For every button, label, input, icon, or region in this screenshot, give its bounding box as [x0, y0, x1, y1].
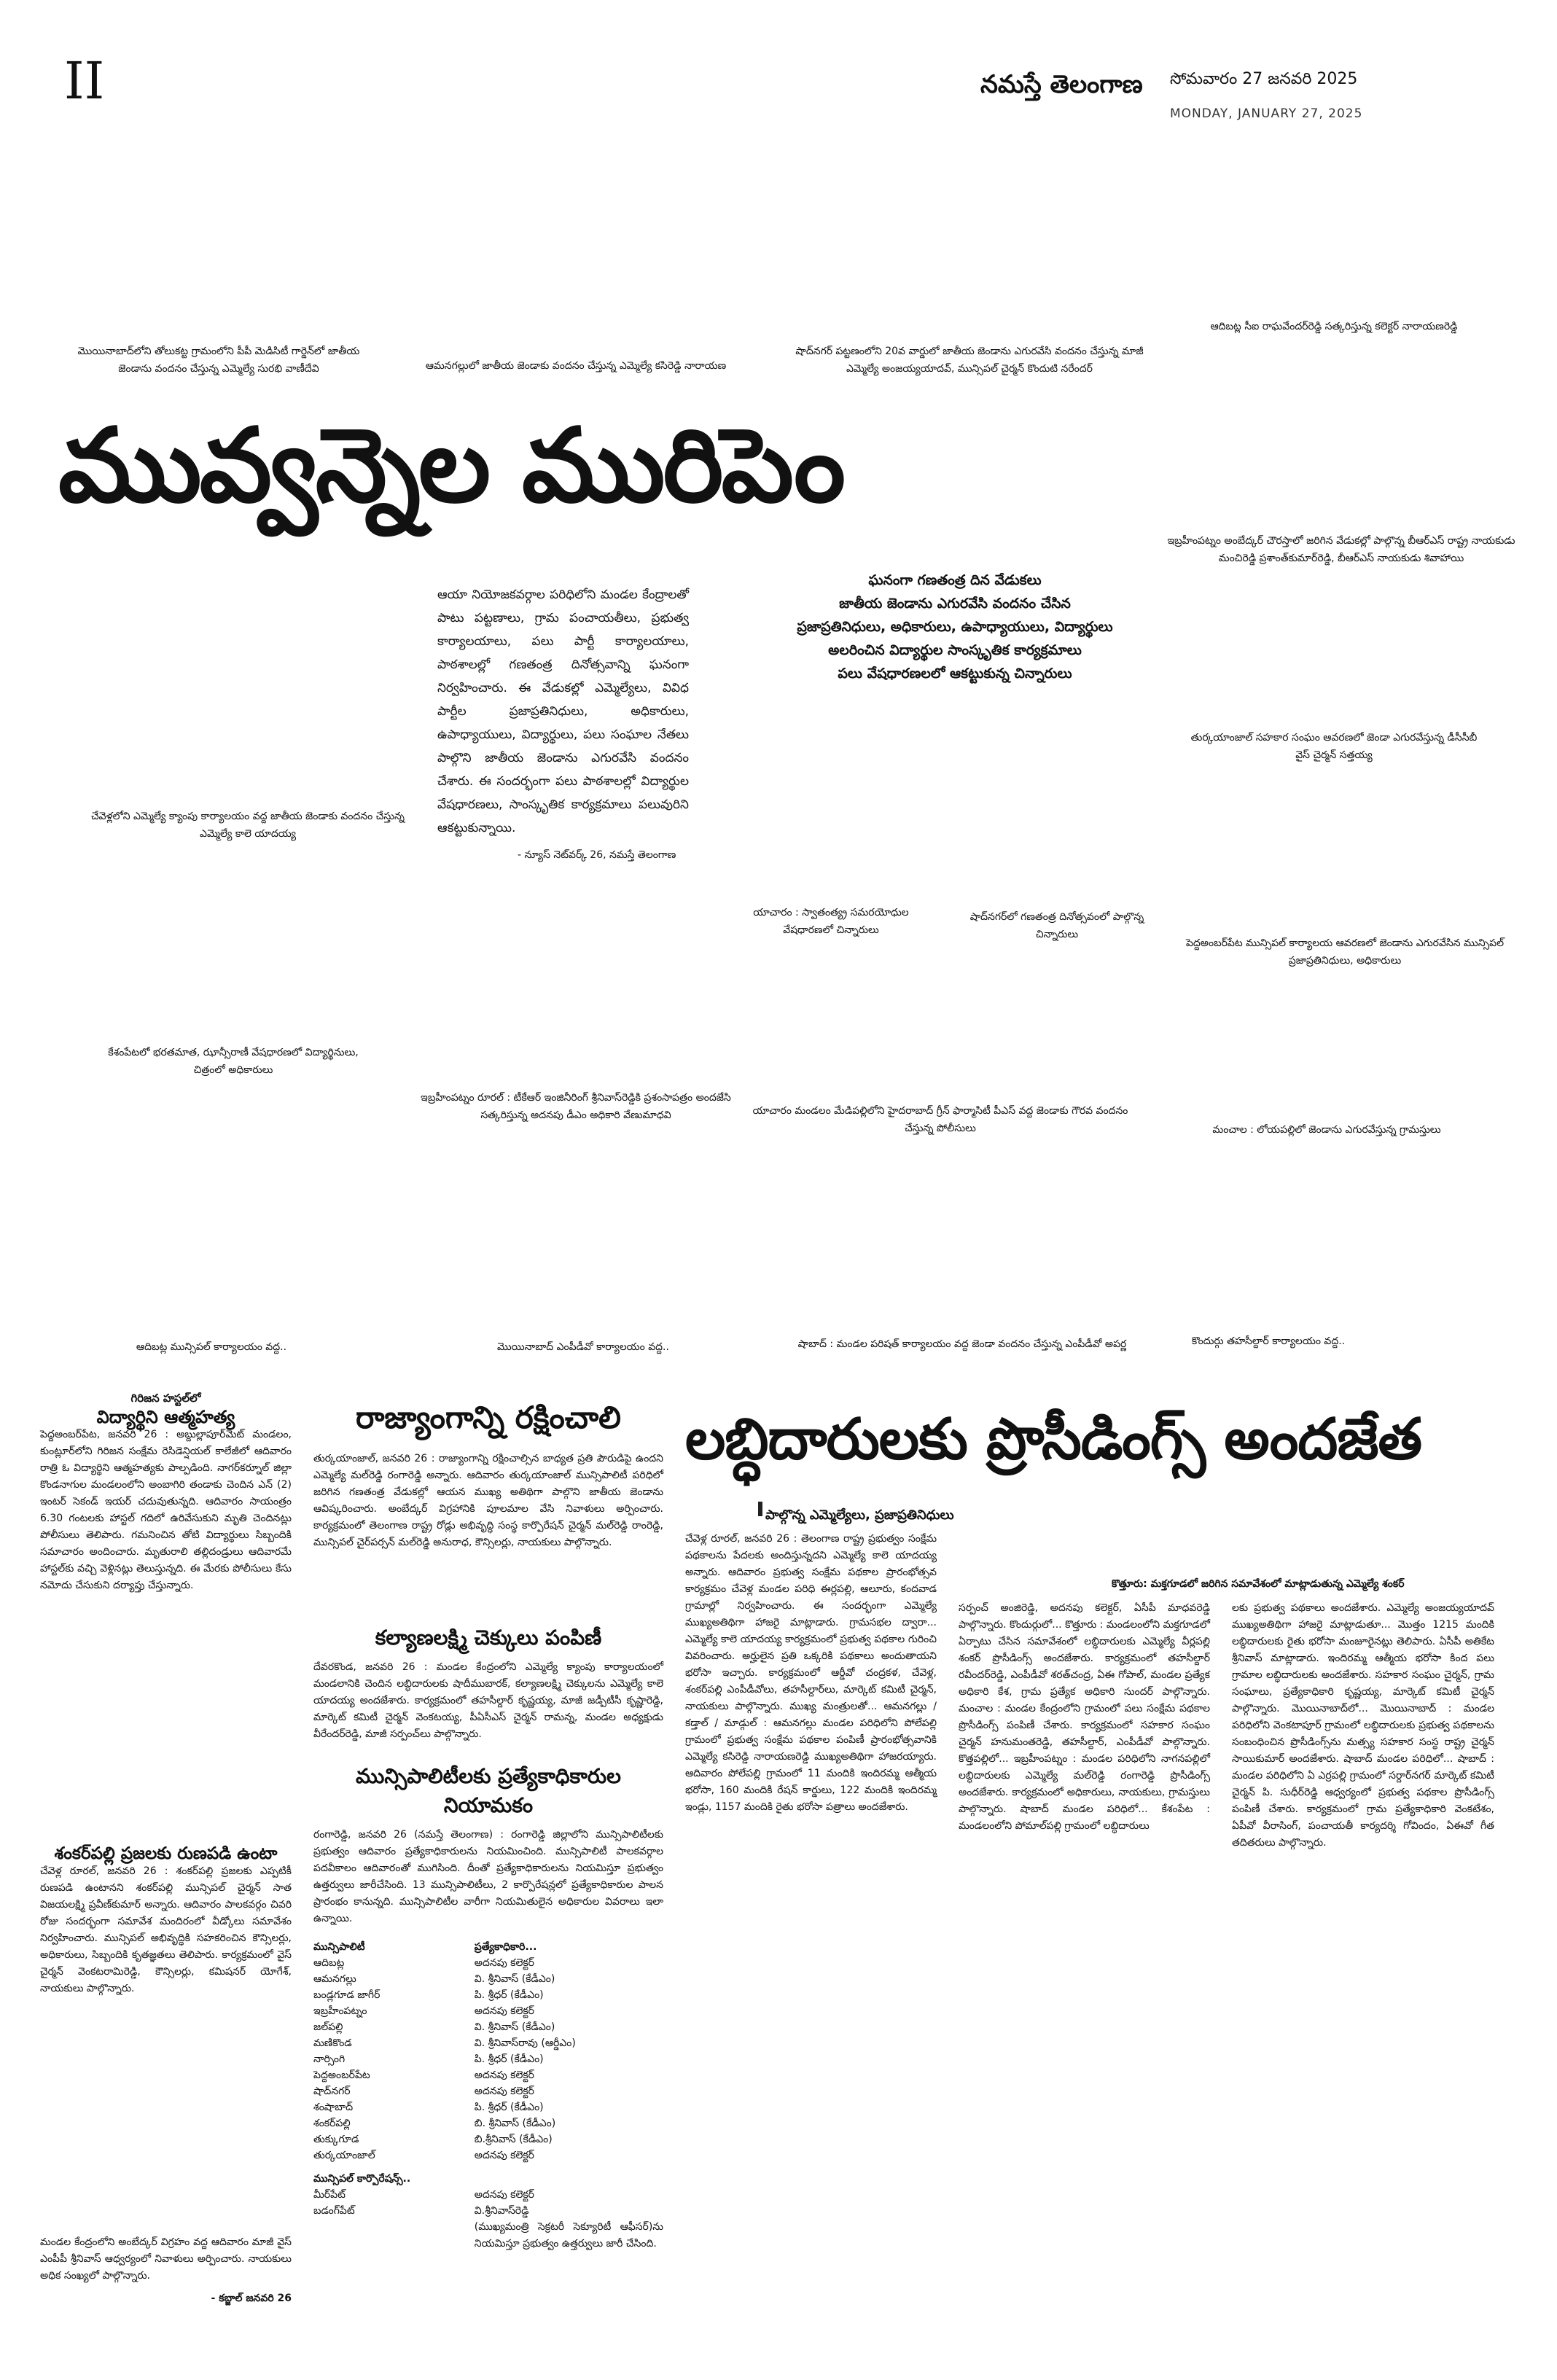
byline-marker: [758, 1502, 762, 1516]
list-row: [313, 1971, 663, 1987]
list-header: మున్సిపల్ కార్పొరేషన్స్..: [313, 2173, 411, 2185]
officer: అదనపు కలెక్టర్: [474, 2005, 534, 2017]
deck-line: ఘనంగా గణతంత్ర దిన వేడుకలు: [868, 572, 1042, 588]
list-header: ప్రత్యేకాధికారి...: [474, 1941, 537, 1953]
municipality: షాద్‌నగర్: [313, 2086, 351, 2097]
municipality: ఇబ్రహీంపట్నం: [313, 2005, 367, 2017]
municipality: బడంగ్‌పేట్: [313, 2205, 355, 2217]
story-body: మండల కేంద్రంలోని అంబేద్కర్ విగ్రహం వద్ద ఆదివారం మాజీ వైస్ ఎంపీపీ శ్రీనివాస్ ఆధ్వర్యంలో నివాళులు అర్పించారు. నాయకులు అధిక సంఖ్యలో పాల్గొన్నారు.: [40, 2236, 292, 2282]
story-headline: విద్యార్థిని ఆత్మహత్య: [96, 1407, 235, 1427]
page-number: II: [64, 51, 105, 111]
list-header: మున్సిపాలిటీ: [313, 1941, 365, 1953]
story-headline: కల్యాణలక్ష్మి చెక్కులు పంపిణీ: [375, 1626, 602, 1650]
story-kicker: గిరిజన హస్టల్‌లో: [130, 1392, 201, 1405]
municipality: తుక్కుగూడ: [313, 2134, 359, 2145]
story-body: చేవెళ్ల రూరల్, జనవరి 26 : శంకర్‌పల్లి ప్రజలకు ఎప్పటికీ రుణపడి ఉంటానని శంకర్‌పల్లి మున్సిపల్ చైర్మన్ సాత విజయలక్ష్మి ప్రవీణ్‌కుమార్ అన్నారు. ఆదివారం పాలకవర్గం చివరి రోజు సందర్భంగా సమావేశ మందిరంలో వీడ్కోలు సమావేశం నిర్వహించారు. మున్సిపల్ అభివృద్ధికి సహకరించిన కౌన్సిలర్లు, అధికారులు, సిబ్బందికి కృతజ్ఞతలు తెలిపారు. కార్యక్రమంలో వైస్ చైర్మన్ వెంకటరామిరెడ్డి, కౌన్సిలర్లు, కమిషనర్ యోగేశ్, నాయకులు పాల్గొన్నారు.: [40, 1865, 292, 1994]
story-body: రంగారెడ్డి, జనవరి 26 (నమస్తే తెలంగాణ) : రంగారెడ్డి జిల్లాలోని మున్సిపాలిటీలకు ప్రభుత్వం ఆదివారం ప్రత్యేకాధికారులను నియమించింది. మున్సిపాలిటీ పాలకవర్గాల పదవీకాలం ఆదివారంతో ముగిసింది. దీంతో ప్రత్యేకాధికారులను నియమిస్తూ ప్రభుత్వం ఉత్తర్వులు జారీచేసింది. 13 మున్సిపాలిటీలు, 2 కార్పొరేషన్లలో ప్రత్యేకాధికారుల పాలన ప్రారంభం కానున్నది. మున్సిపాలిటీల వారీగా నియమితులైన అధికారుల వివరాలు ఇలా ఉన్నాయి.: [313, 1829, 663, 1924]
photo-caption: కొందుర్గు తహసీల్దార్ కార్యాలయం వద్ద..: [1191, 1335, 1346, 1347]
officer: వి. శ్రీనివాస్ (కేడీఎం): [474, 2021, 555, 2033]
officer: అదనపు కలెక్టర్: [474, 2189, 534, 2201]
story-headline: శంకర్‌పల్లి ప్రజలకు రుణపడి ఉంటా: [54, 1844, 278, 1863]
story-kalyana-lakshmi: [313, 1626, 663, 1743]
list-row: [313, 2083, 663, 2099]
story-body: పెద్దఅంబర్‌పేట, జనవరి 26 : అబ్దుల్లాపూర్‌మెట్ మండలం, కుంట్లూర్‌లోని గిరిజన సంక్షేమ రెసిడెన్షియల్ కాలేజీలో ఆదివారం రాత్రి ఓ విద్యార్థిని ఆత్మహత్యకు పాల్పడింది. నాగర్‌కర్నూల్ జిల్లా కొండనాగుల మండలంలోని అంబాగిరి తండాకు చెందిన ఎన్ (2) ఇంటర్ సెకండ్ ఇయర్ చదువుతున్నది. ఆదివారం సాయంత్రం 6.30 గంటలకు హాస్టల్ గదిలో ఉరివేసుకుని మృతి చెందినట్లు పోలీసులు తెలిపారు. గమనించిన తోటి విద్యార్థులు సిబ్బందికి సమాచారం అందించారు. మృతురాలి తల్లిదండ్రులు ఆదివారమే హాస్టల్‌కు వచ్చి వెళ్లినట్లు తెలుస్తున్నది. ఈ మేరకు పోలీసులు కేసు నమోదు చేసుకుని దర్యాప్తు చేస్తున్నారు.: [40, 1429, 292, 1591]
officer: అదనపు కలెక్టర్: [474, 2086, 534, 2097]
story-body: తుర్కయాంజాల్, జనవరి 26 : రాజ్యాంగాన్ని రక్షించాల్సిన బాధ్యత ప్రతి పౌరుడిపై ఉందని ఎమ్మెల్యే మల్‌రెడ్డి రంగారెడ్డి అన్నారు. ఆదివారం తుర్కయాంజాల్ మున్సిపాలిటీ పరిధిలో జరిగిన గణతంత్ర వేడుకల్లో ఆయన ముఖ్య అతిథిగా పాల్గొని జాతీయ జెండాను ఆవిష్కరించారు. అంబేద్కర్ విగ్రహానికి పూలమాల వేసి నివాళులు అర్పించారు. కార్యక్రమంలో తెలంగాణ రాష్ట్ర రోడ్లు అభివృద్ధి సంస్థ కార్పొరేషన్ చైర్మన్ మల్‌రెడ్డి రాంరెడ్డి, మున్సిపల్ చైర్‌పర్సన్ మల్‌రెడ్డి అనురాధ, కౌన్సిలర్లు, నాయకులు పాల్గొన్నారు.: [313, 1453, 663, 1548]
officer: పి. శ్రీధర్ (కేడీఎం): [474, 2053, 544, 2065]
officer: అదనపు కలెక్టర్: [474, 1957, 534, 1969]
photo-caption: షాద్‌నగర్‌లో గణతంత్ర దినోత్సవంలో పాల్గొన్న చిన్నారులు: [969, 911, 1144, 940]
deck-line: జాతీయ జెండాను ఎగురవేసి వందనం చేసిన: [839, 596, 1071, 612]
list-note: (ముఖ్యమంత్రి సెక్రటరీ సెక్యూరిటీ ఆఫీసర్)ను నియమిస్తూ ప్రభుత్వం ఉత్తర్వులు జారీ చేసింది.: [474, 2221, 663, 2250]
list-row: [313, 2131, 663, 2147]
municipality: తుర్కయాంజాల్: [313, 2150, 375, 2161]
story-byline: పాల్గొన్న ఎమ్మెల్యేలు, ప్రజాప్రతినిధులు: [765, 1507, 954, 1523]
photo-caption: యాచారం మండలం మేడిపల్లిలోని హైదరాబాద్ గ్రీన్ ఫార్మాసిటీ పీఎస్ వద్ద జెండాకు గౌరవ వందనం చేస్తున్న పోలీసులు: [752, 1105, 1128, 1134]
list-row: [313, 2067, 663, 2083]
list-row: [313, 2187, 663, 2203]
list-row: [313, 1987, 663, 2003]
officer: వి. శ్రీనివాస్ (కేడీఎం): [474, 1973, 555, 1985]
story-headline-proceedings: లబ్ధిదారులకు ప్రొసీడింగ్స్ అందజేత: [685, 1407, 1422, 1472]
photo-caption: ఆమనగల్లులో జాతీయ జెండాకు వందనం చేస్తున్న ఎమ్మెల్యే కసిరెడ్డి నారాయణ: [425, 360, 727, 372]
photo-caption: మొయినాబాద్ ఎంపీడీవో కార్యాలయం వద్ద..: [497, 1341, 669, 1353]
officer-list: [313, 1939, 663, 2219]
photo-caption: షాద్‌నగర్ పట్టణంలోని 20వ వార్డులో జాతీయ జెండాను ఎగురవేసి వందనం చేస్తున్న మాజీ ఎమ్మెల్యే అంజయ్యయాదవ్, మున్సిపల్ చైర్మన్ కొందుటి నరేందర్: [795, 346, 1144, 375]
officer: అదనపు కలెక్టర్: [474, 2069, 534, 2081]
municipality: మణికొండ: [313, 2037, 352, 2049]
story-signature: - కబ్జాల్ జనవరి 26: [211, 2293, 292, 2304]
municipality: మీర్‌పేట్: [313, 2189, 346, 2201]
photo-caption: యాచారం : స్వాతంత్య్ర సమరయోధుల వేషధారణలో చిన్నారులు: [753, 907, 909, 936]
deck-line: పలు వేషధారణలలో ఆకట్టుకున్న చిన్నారులు: [838, 666, 1072, 682]
officer: బి. శ్రీనివాస్ (కేడీఎం): [474, 2118, 556, 2129]
officer: పి. శ్రీధర్ (కేడీఎం): [474, 1989, 544, 2001]
list-row: [313, 2115, 663, 2131]
municipality: జల్‌పల్లి: [313, 2021, 343, 2033]
municipality: శంషాబాద్: [313, 2102, 354, 2113]
deck-line: అలరించిన విద్యార్థుల సాంస్కృతిక కార్యక్రమాలు: [828, 642, 1082, 658]
date-telugu: సోమవారం 27 జనవరి 2025: [1170, 70, 1358, 88]
officer: పి. శ్రీధర్ (కేడీఎం): [474, 2102, 544, 2113]
municipality: నార్సింగి: [313, 2053, 346, 2065]
story-headline: మున్సిపాలిటీలకు ప్రత్యేకాధికారుల నియామకం: [356, 1764, 621, 1817]
photo-caption: ఆదిబట్ల సీఐ రాఘవేందర్‌రెడ్డి సత్కరిస్తున్న కలెక్టర్ నారాయణరెడ్డి: [1210, 321, 1458, 332]
story-body: సర్పంచ్ అంజిరెడ్డి, అదనపు కలెక్టర్, ఏసీపీ మాధవరెడ్డి పాల్గొన్నారు. కొందుర్గులో... కొత్తూరు : మండలంలోని మక్తగూడలో ఏర్పాటు చేసిన సమావేశంలో లబ్ధిదారులకు ఎమ్మెల్యే వీర్లపల్లి శంకర్ ప్రొసీడింగ్స్ అందజేశారు. కార్యక్రమంలో తహసీల్దార్ రవీందర్‌రెడ్డి, ఎంపీడీవో శరత్‌చంద్ర, ఏఈ గోపాల్, మండల ప్రత్యేక అధికారి కేశ, గ్రామ ప్రత్యేక అధికారి సుందర్ పాల్గొన్నారు. మంచాల : మండల కేంద్రంలోని గ్రామంలో పలు సంక్షేమ పథకాల ప్రొసీడింగ్స్ పంపిణీ చేశారు. కార్యక్రమంలో సహకార సంఘం చైర్మన్ హనుమంతరెడ్డి, తహసీల్దార్, ఎంపీడీవో పాల్గొన్నారు. కొత్తపల్లిలో... ఇబ్రహీంపట్నం : మండల పరిధిలోని నాగనపల్లిలో లబ్ధిదారులకు ఎమ్మెల్యే మల్‌రెడ్డి రంగారెడ్డి ప్రొసీడింగ్స్ అందజేశారు. కార్యక్రమంలో అధికారులు, నాయకులు, గ్రామస్తులు పాల్గొన్నారు. షాబాద్ మండల పరిధిలో... కేశంపేట : మండలంలోని పోమాల్‌పల్లి గ్రామంలో లబ్ధిదారులు: [959, 1602, 1210, 1832]
officer: బి.శ్రీనివాస్ (కేడీఎం): [474, 2134, 553, 2145]
photo-caption: ఆదిబట్ల మున్సిపల్ కార్యాలయం వద్ద..: [136, 1341, 287, 1353]
photo-caption: ఇబ్రహీంపట్నం రూరల్ : టీకేఆర్ ఇంజినీరింగ్ శ్రీనివాస్‌రెడ్డికి ప్రశంసాపత్రం అందజేసి సత్కరిస్తున్న అదనపు డీఎం అధికారి వేణుమాధవి: [421, 1092, 731, 1121]
list-row: [313, 2051, 663, 2067]
photo-caption: పెద్దఅంబర్‌పేట మున్సిపల్ కార్యాలయ ఆవరణలో జెండాను ఎగురవేసిన మున్సిపల్ ప్రజాప్రతినిధులు, అధికారులు: [1185, 937, 1505, 967]
story-headline: రాజ్యాంగాన్ని రక్షించాలి: [356, 1400, 621, 1435]
main-lead-text: ఆయా నియోజకవర్గాల పరిధిలోని మండల కేంద్రాలతో పాటు పట్టణాలు, గ్రామ పంచాయతీలు, ప్రభుత్వ కార్యాలయాలు, పలు పార్టీ కార్యాలయాలు, పాఠశాలల్లో గణతంత్ర దినోత్సవాన్ని ఘనంగా నిర్వహించారు. ఈ వేడుకల్లో ఎమ్మెల్యేలు, వివిధ పార్టీల ప్రజాప్రతినిధులు, అధికారులు, ఉపాధ్యాయులు, విద్యార్థులు, పలు సంఘాల నేతలు పాల్గొని జాతీయ జెండాను ఎగురవేసి వందనం చేశారు. ఈ సందర్భంగా పలు పాఠశాలల్లో విద్యార్థుల వేషధారణలు, సాంస్కృతిక కార్యక్రమాలు పలువురిని ఆకట్టుకున్నాయి.: [437, 588, 689, 835]
officer: వి.శ్రీనివాస్‌రెడ్డి: [474, 2205, 529, 2217]
main-deck: [751, 569, 1159, 685]
story-student-suicide: [40, 1389, 292, 1594]
story-constitution: [313, 1400, 663, 1551]
list-row: [313, 2035, 663, 2051]
photo-caption: మొయినాబాద్‌లోని తోలుకట్ట గ్రామంలోని పీపీ మెడిసిటీ గార్డెన్‌లో జాతీయ జెండాను వందనం చేస్తున్న ఎమ్మెల్యే సురభి వాణీదేవి: [77, 346, 360, 375]
municipality: ఆదిబట్ల: [313, 1957, 345, 1969]
story-body: చేవెళ్ల రూరల్, జనవరి 26 : తెలంగాణ రాష్ట్ర ప్రభుత్వం సంక్షేమ పథకాలను పేదలకు అందిస్తున్నదని ఎమ్మెల్యే కాలె యాదయ్య అన్నారు. ఆదివారం ప్రభుత్వ సంక్షేమ పథకాల ప్రారంభోత్సవ కార్యక్రమం చేవెళ్ల మండల పరిధి ఈర్లపల్లి, ఆలూరు, కందవాడ గ్రామాల్లో నిర్వహించారు. ఈ సందర్భంగా ఎమ్మెల్యే ముఖ్యఅతిథిగా హాజరై మాట్లాడారు. గ్రామసభల ద్వారా... ఎమ్మెల్యే కాలె యాదయ్య కార్యక్రమంలో ప్రభుత్వ పథకాల గురించి వివరించారు. అర్హులైన ప్రతి ఒక్కరికి పథకాలు అందుతాయని భరోసా ఇచ్చారు. కార్యక్రమంలో ఆర్డీవో చంద్రకళ, చేవెళ్ల, శంకర్‌పల్లి ఎంపీడీవోలు, తహసీల్దార్‌లు, మార్కెట్ కమిటీ చైర్మన్, నాయకులు పాల్గొన్నారు. ముఖ్య మంత్రులతో... ఆమనగల్లు / కడ్తాల్ / మాడ్గుల్ : ఆమనగల్లు మండల పరిధిలోని పోలేపల్లి గ్రామంలో ప్రభుత్వ సంక్షేమ పథకాల పంపిణీ ప్రారంభోత్సవానికి ఎమ్మెల్యే కసిరెడ్డి నారాయణరెడ్డి ముఖ్యఅతిథిగా హాజరయ్యారు. ఆదివారం పోలేపల్లి గ్రామంలో 11 మందికి ఇందిరమ్మ ఆత్మీయ భరోసా, 160 మందికి రేషన్ కార్డులు, 122 మందికి ఇందిరమ్మ ఇండ్లు, 1157 మందికి రైతు భరోసా పత్రాలు అందజేశారు.: [685, 1533, 937, 1813]
story-ambedkar: [40, 2234, 292, 2307]
municipality: బండ్లగూడ జాగీర్: [313, 1989, 381, 2001]
photo-caption: ఇబ్రహీంపట్నం అంబేద్కర్ చౌరస్తాలో జరిగిన వేడుకల్లో పాల్గొన్న బీఆర్ఎస్ రాష్ట్ర నాయకుడు మంచిరెడ్డి ప్రశాంత్‌కుమార్‌రెడ్డి, బీఆర్ఎస్ నాయకుడు శివాహాయి: [1167, 535, 1515, 564]
list-row: [313, 2203, 663, 2219]
story-body: దేవరకొండ, జనవరి 26 : మండల కేంద్రంలోని ఎమ్మెల్యే క్యాంపు కార్యాలయంలో మండలానికి చెందిన లబ్ధిదారులకు షాదీముబారక్, కల్యాణలక్ష్మి చెక్కులను ఎమ్మెల్యే కాలె యాదయ్య అందజేశారు. కార్యక్రమంలో తహసీల్దార్ కృష్ణయ్య, మాజీ జడ్పీటీసీ కృష్ణారెడ్డి, మార్కెట్ కమిటీ చైర్మన్ వెంకటయ్య, పీఏసీఎస్ చైర్మన్ రామన్న, మండల అధ్యక్షుడు వీరేందర్‌రెడ్డి, మాజీ సర్పంచ్‌లు పాల్గొన్నారు.: [313, 1661, 663, 1740]
story-special-officers: [313, 1764, 663, 2252]
photo-caption: కేశంపేటలో భరతమాత, ఝాన్సీరాణీ వేషధారణలో విద్యార్థినులు, చిత్రంలో అధికారులు: [108, 1047, 359, 1076]
photo-caption: తుర్కయాంజాల్ సహకార సంఘం ఆవరణలో జెండా ఎగురవేస్తున్న డీసీసీబీ వైస్ చైర్మన్ సత్తయ్య: [1190, 732, 1478, 761]
deck-line: ప్రజాప్రతినిధులు, అధికారులు, ఉపాధ్యాయులు, విద్యార్థులు: [797, 619, 1113, 635]
photo-caption: కొత్తూరు: మక్తగూడలో జరిగిన సమావేశంలో మాట్లాడుతున్న ఎమ్మెల్యే శంకర్: [1112, 1578, 1405, 1590]
list-row: [313, 2099, 663, 2115]
photo-caption: చేవెళ్లలోని ఎమ్మెల్యే క్యాంపు కార్యాలయం వద్ద జాతీయ జెండాకు వందనం చేస్తున్న ఎమ్మెల్యే కాలె యాదయ్య: [91, 811, 405, 840]
photo-caption: మంచాల : లోయపల్లిలో జెండాను ఎగురవేస్తున్న గ్రామస్తులు: [1212, 1124, 1441, 1136]
list-row: [313, 2019, 663, 2035]
municipality: ఆమనగల్లు: [313, 1973, 356, 1985]
officer: అదనపు కలెక్టర్: [474, 2150, 534, 2161]
date-english: MONDAY, JANUARY 27, 2025: [1170, 106, 1363, 121]
masthead: నమస్తే తెలంగాణ: [980, 70, 1143, 99]
officer: వి. శ్రీనివాస్‌రావు (ఆర్డీఎం): [474, 2037, 576, 2049]
story-body: లకు ప్రభుత్వ పథకాలు అందజేశారు. ఎమ్మెల్యే అంజయ్యయాదవ్ ముఖ్యఅతిథిగా హాజరై మాట్లాడుతూ... మొత్తం 1215 మందికి లబ్ధిదారులకు రైతు భరోసా మంజూరైనట్లు తెలిపారు. ఏసీపీ అతికేట శ్రీనివాస్ మాట్లాడారు. ఇందిరమ్మ ఆత్మీయ భరోసా కింద పలు గ్రామాల లబ్ధిదారులకు అందజేశారు. సహకార సంఘం చైర్మన్, గ్రామ సంఘాలు, ప్రత్యేకాధికారి కృష్ణయ్య, మార్కెట్ కమిటీ చైర్మన్ పాల్గొన్నారు. మొయినాబాద్‌లో... మొయినాబాద్ : మండల పరిధిలోని వెంకటాపూర్ గ్రామంలో లబ్ధిదారులకు ప్రభుత్వ పథకాలను సంబంధించిన ప్రొసీడింగ్స్‌ను మత్స్య సహకార సంస్థ రాష్ట్ర చైర్మన్ సాయికుమార్ అందజేశారు. షాబాద్ మండల పరిధిలో... షాబాద్ : మండల పరిధిలోని ఏ ఎర్రపల్లి గ్రామంలో సర్దార్‌నగర్ మార్కెట్ కమిటీ చైర్మన్ పి. సుధీర్‌రెడ్డి ఆధ్వర్యంలో ప్రభుత్వ పథకాల ప్రొసీడింగ్స్ పంపిణీ చేశారు. కార్యక్రమంలో గ్రామ ప్రత్యేకాధికారి వెంకటేశం, ఏపీవో వీరాసింగ్, పంచాయతీ కార్యదర్శి గోవిందం, ఏఈవో గీత తదితరులు పాల్గొన్నారు.: [1232, 1602, 1494, 1849]
list-row: [313, 2003, 663, 2019]
story-shankarpally: [40, 1844, 292, 1997]
main-lead-signature: - న్యూస్ నెట్‌వర్క్ 26, నమస్తే తెలంగాణ: [518, 849, 676, 861]
list-row: [313, 1955, 663, 1971]
municipality: పెద్దఅంబర్‌పేట: [313, 2069, 370, 2081]
list-row: [313, 2147, 663, 2164]
municipality: శంకర్‌పల్లి: [313, 2118, 351, 2129]
main-headline: మువ్వన్నెల మురిపెం: [58, 407, 843, 526]
photo-caption: షాబాద్ : మండల పరిషత్ కార్యాలయం వద్ద జెండా వందనం చేస్తున్న ఎంపీడీవో అపర్ణ: [797, 1338, 1127, 1350]
